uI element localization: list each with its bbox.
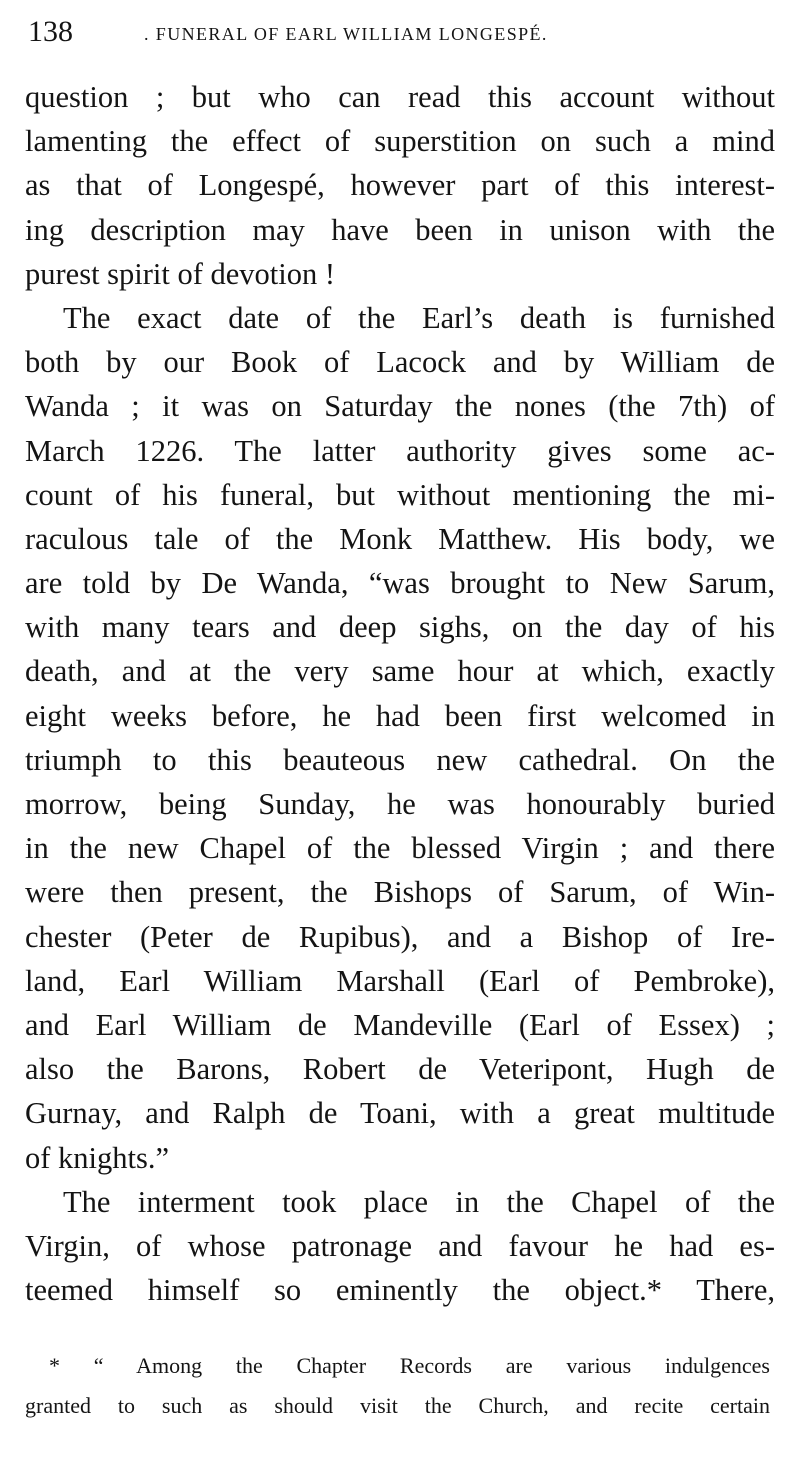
text-line: chester (Peter de Rupibus), and a Bishop of Ire- xyxy=(25,919,775,954)
text-line: count of his funeral, but without mentioning the mi- xyxy=(25,477,775,512)
text-line: are told by De Wanda, “was brought to New Sarum, xyxy=(25,566,775,601)
text-line: and Earl William de Mandeville (Earl of Essex) ; xyxy=(25,1007,775,1042)
text-line: ing description may have been in unison with the xyxy=(25,212,775,247)
text-line: eight weeks before, he had been first welcomed in xyxy=(25,698,775,733)
footnote-line: granted to such as should visit the Church, and recite certain xyxy=(25,1393,770,1418)
text-line: with many tears and deep sighs, on the day of his xyxy=(25,610,775,645)
text-line: death, and at the very same hour at which, exactly xyxy=(25,654,775,689)
body-text xyxy=(25,75,775,1312)
running-title: . FUNERAL OF EARL WILLIAM LONGESPÉ. xyxy=(144,24,548,44)
footnote xyxy=(25,1346,770,1426)
running-header xyxy=(26,8,786,58)
text-line: triumph to this beauteous new cathedral. On the xyxy=(25,742,775,777)
text-line: lamenting the effect of superstition on such a mind xyxy=(25,124,775,159)
text-line: The interment took place in the Chapel of the xyxy=(63,1184,775,1219)
text-line: March 1226. The latter authority gives some ac- xyxy=(25,433,775,468)
text-line: as that of Longespé, however part of this interest- xyxy=(25,168,775,203)
text-line: land, Earl William Marshall (Earl of Pembroke), xyxy=(25,963,775,998)
text-line: question ; but who can read this account without xyxy=(25,80,775,114)
text-line: in the new Chapel of the blessed Virgin ; and there xyxy=(25,831,775,866)
page-number: 138 xyxy=(28,15,73,48)
text-line: of knights.” xyxy=(25,1140,170,1175)
text-line: also the Barons, Robert de Veteripont, Hugh de xyxy=(25,1052,775,1087)
text-line: raculous tale of the Monk Matthew. His body, we xyxy=(25,521,775,556)
text-line: purest spirit of devotion ! xyxy=(25,256,336,291)
text-line: Gurnay, and Ralph de Toani, with a great multitude xyxy=(25,1096,775,1131)
text-line: both by our Book of Lacock and by William de xyxy=(25,345,775,380)
footnote-line: * “ Among the Chapter Records are various indulgences xyxy=(49,1353,770,1378)
text-line: Virgin, of whose patronage and favour he had es- xyxy=(25,1228,775,1263)
text-line: morrow, being Sunday, he was honourably buried xyxy=(25,787,775,821)
text-line: Wanda ; it was on Saturday the nones (the 7th) of xyxy=(25,389,775,424)
text-line: The exact date of the Earl’s death is furnished xyxy=(63,300,775,335)
text-line: were then present, the Bishops of Sarum, of Win- xyxy=(25,875,775,910)
text-line: teemed himself so eminently the object.* There, xyxy=(25,1273,775,1308)
